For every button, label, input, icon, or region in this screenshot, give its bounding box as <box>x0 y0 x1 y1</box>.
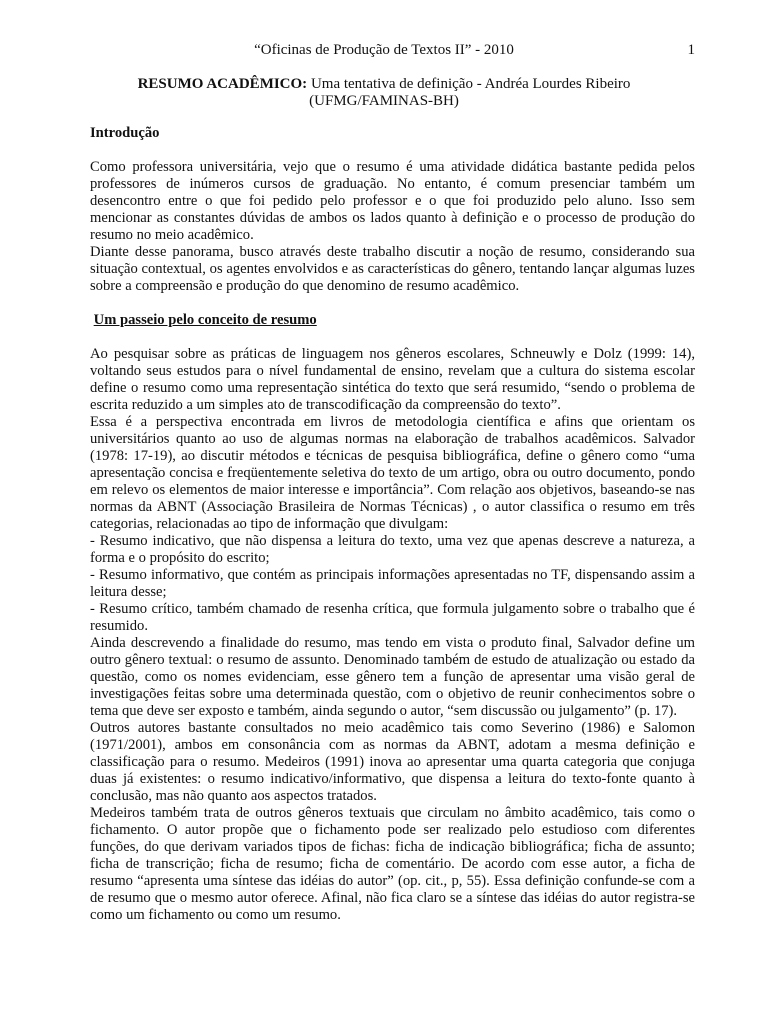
document-title <box>90 76 678 110</box>
paragraph: Como professora universitária, vejo que o resumo é uma atividade didática bastante pedida pelos professores de inúmeros cursos de graduação. No entanto, é comum presenciar também um desencontro entre o que foi pedido pelo professor e o que foi produzido pelo aluno. Isso sem mencionar as constantes dúvidas de ambos os lados quanto à definição e o processo de produção do resumo no meio acadêmico. <box>90 159 695 243</box>
section-heading-conceito <box>90 312 695 329</box>
title-subtitle-author: Uma tentativa de definição - Andréa Lourdes Ribeiro <box>307 76 631 92</box>
page-number: 1 <box>687 42 695 58</box>
title-label: RESUMO ACADÊMICO: <box>137 76 308 92</box>
section-heading-text: Um passeio pelo conceito de resumo <box>93 312 317 328</box>
list-item: - Resumo crítico, também chamado de resenha crítica, que formula julgamento sobre o trabalho que é resumido. <box>90 601 695 634</box>
running-header: “Oficinas de Produção de Textos II” - 2010 <box>254 42 514 58</box>
paragraph: Ao pesquisar sobre as práticas de linguagem nos gêneros escolares, Schneuwly e Dolz (1999: 14), voltando seus estudos para o nível fundamental de ensino, revelam que a cultura do sistema escolar define o resumo como uma representação sintética do texto que será resumido, “sendo o problema de escrita reduzido a um simples ato de transcodificação da compreensão do texto”. <box>90 346 695 413</box>
list-item: - Resumo indicativo, que não dispensa a leitura do texto, uma vez que apenas descreve a natureza, a forma e o propósito do escrito; <box>90 533 695 566</box>
paragraph: Medeiros também trata de outros gêneros textuais que circulam no âmbito acadêmico, tais como o fichamento. O autor propõe que o fichamento pode ser realizado pelo estudioso com diferentes funções, do que derivam variados tipos de fichas: ficha de indicação bibliográfica; ficha de assunto; ficha de transcrição; ficha de resumo; ficha de comentário. De acordo com esse autor, a ficha de resumo “apresenta uma síntese das idéias do autor” (op. cit., p, 55). Essa definição confunde-se com a de resumo que o mesmo autor oferece. Afinal, não fica claro se a síntese das idéias do autor registra-se como um fichamento ou como um resumo. <box>90 805 695 923</box>
section-heading-introducao: Introdução <box>90 125 160 141</box>
list-item: - Resumo informativo, que contém as principais informações apresentadas no TF, dispensando assim a leitura desse; <box>90 567 695 600</box>
author-affiliation: (UFMG/FAMINAS-BH) <box>309 93 459 109</box>
document-body <box>90 125 695 924</box>
paragraph: Diante desse panorama, busco através deste trabalho discutir a noção de resumo, considerando sua situação contextual, os agentes envolvidos e as características do gênero, tentando lançar algumas luzes sobre a compreensão e produção do que denomino de resumo acadêmico. <box>90 244 695 294</box>
paragraph: Ainda descrevendo a finalidade do resumo, mas tendo em vista o produto final, Salvador define um outro gênero textual: o resumo de assunto. Denominado também de estudo de atualização ou estado da questão, como os nomes evidenciam, esse gênero tem a função de apresentar uma visão geral de investigações feitas sobre uma determinada questão, com o objetivo de reunir conhecimentos sobre o tema que deve ser exposto e também, ainda segundo o autor, “sem discussão ou julgamento” (p. 17). <box>90 635 695 719</box>
paragraph: Outros autores bastante consultados no meio acadêmico tais como Severino (1986) e Salomon (1971/2001), ambos em consonância com as normas da ABNT, adotam a mesma definição e classificação para o resumo. Medeiros (1991) inova ao apresentar uma quarta categoria que conjuga duas já existentes: o resumo indicativo/informativo, que dispensa a leitura do texto-fonte quanto à conclusão, mas não quanto aos aspectos tratados. <box>90 720 695 804</box>
paragraph: Essa é a perspectiva encontrada em livros de metodologia científica e afins que orientam os universitários quanto ao uso de algumas normas na elaboração de trabalhos acadêmicos. Salvador (1978: 17-19), ao discutir métodos e técnicas de pesquisa bibliográfica, define o gênero como “uma apresentação concisa e freqüentemente seletiva do texto de um artigo, obra ou outro documento, pondo em relevo os elementos de maior interesse e importância”. Com relação aos objetivos, baseando-se nas normas da ABNT (Associação Brasileira de Normas Técnicas) , o autor classifica o resumo em três categorias, relacionadas ao tipo de informação que divulgam: <box>90 414 695 532</box>
